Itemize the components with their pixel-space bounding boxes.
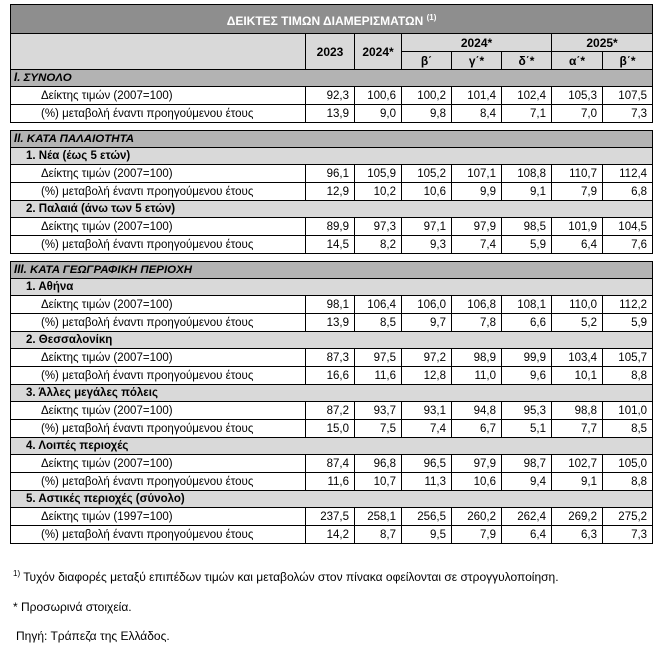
header-quarter: γ΄*: [452, 52, 502, 70]
other-index-row-value: 96,8: [355, 455, 402, 473]
spacer-cell: [306, 254, 355, 262]
thessaloniki-change-row-value: 12,8: [402, 367, 452, 385]
spacer-cell: [452, 123, 502, 131]
thessaloniki-change-row-value: 16,6: [306, 367, 355, 385]
old-index-row-value: 101,9: [552, 218, 603, 236]
old-change-row-value: 5,9: [502, 236, 552, 254]
other-change-row-value: 11,6: [306, 473, 355, 491]
new-index-row-label: Δείκτης τιμών (2007=100): [11, 165, 306, 183]
athens-index-row: [11, 296, 653, 314]
spacer-cell: [552, 254, 603, 262]
athens-index-row-value: 106,8: [452, 296, 502, 314]
big-cities-index-row-value: 94,8: [452, 402, 502, 420]
total-change-row-value: 9,0: [355, 105, 402, 123]
subsection-thessaloniki-title-text: 2. Θεσσαλονίκη: [26, 334, 113, 346]
urban-index-row-value: 258,1: [355, 508, 402, 526]
other-change-row-value: 10,6: [452, 473, 502, 491]
new-change-row-value: 6,8: [603, 183, 653, 201]
other-index-row-label: Δείκτης τιμών (2007=100): [11, 455, 306, 473]
thessaloniki-index-row: [11, 349, 653, 367]
thessaloniki-change-row-value: 10,1: [552, 367, 603, 385]
athens-change-row-label: (%) μεταβολή έναντι προηγούμενου έτους: [11, 314, 306, 332]
header-group-2024: 2024*: [402, 34, 552, 52]
urban-index-row-value: 269,2: [552, 508, 603, 526]
old-change-row-value: 9,3: [402, 236, 452, 254]
thessaloniki-change-row: [11, 367, 653, 385]
new-change-row-value: 10,2: [355, 183, 402, 201]
big-cities-index-row-value: 93,7: [355, 402, 402, 420]
urban-change-row-value: 6,4: [502, 526, 552, 544]
new-change-row-value: 9,9: [452, 183, 502, 201]
other-change-row: [11, 473, 653, 491]
total-index-row-value: 92,3: [306, 87, 355, 105]
spacer-cell: [452, 254, 502, 262]
header-quarter: δ΄*: [502, 52, 552, 70]
urban-change-row-value: 8,7: [355, 526, 402, 544]
header-group-2025: 2025*: [552, 34, 653, 52]
urban-change-row: [11, 526, 653, 544]
total-index-row-value: 100,6: [355, 87, 402, 105]
table-title-footnote-mark: (1): [426, 12, 437, 22]
old-change-row-value: 14,5: [306, 236, 355, 254]
old-change-row: [11, 236, 653, 254]
old-index-row-value: 97,1: [402, 218, 452, 236]
old-index-row-value: 104,5: [603, 218, 653, 236]
total-index-row-label: Δείκτης τιμών (2007=100): [11, 87, 306, 105]
urban-index-row: [11, 508, 653, 526]
big-cities-change-row-value: 8,5: [603, 420, 653, 438]
old-change-row-value: 7,4: [452, 236, 502, 254]
total-change-row-label: (%) μεταβολή έναντι προηγούμενου έτους: [11, 105, 306, 123]
subsection-urban-title-text: 5. Αστικές περιοχές (σύνολο): [26, 493, 185, 505]
big-cities-change-row-value: 15,0: [306, 420, 355, 438]
thessaloniki-change-row-value: 11,0: [452, 367, 502, 385]
old-index-row-value: 97,3: [355, 218, 402, 236]
table-title-text: ΔΕΙΚΤΕΣ ΤΙΜΩΝ ΔΙΑΜΕΡΙΣΜΑΤΩΝ: [226, 13, 424, 28]
new-change-row-label: (%) μεταβολή έναντι προηγούμενου έτους: [11, 183, 306, 201]
old-change-row-value: 7,6: [603, 236, 653, 254]
header-blank-cell: [11, 34, 306, 70]
big-cities-change-row-value: 5,1: [502, 420, 552, 438]
new-change-row-value: 12,9: [306, 183, 355, 201]
big-cities-change-row-value: 7,4: [402, 420, 452, 438]
other-change-row-value: 11,3: [402, 473, 452, 491]
header-quarter: β΄: [402, 52, 452, 70]
spacer-cell: [502, 254, 552, 262]
other-index-row: [11, 455, 653, 473]
section-geo-row: [11, 262, 653, 279]
spacer-cell: [11, 254, 306, 262]
subsection-other-row: [11, 438, 653, 455]
big-cities-index-row-value: 95,3: [502, 402, 552, 420]
spacer-cell: [552, 123, 603, 131]
urban-change-row-value: 6,3: [552, 526, 603, 544]
athens-change-row-value: 6,6: [502, 314, 552, 332]
new-index-row-value: 110,7: [552, 165, 603, 183]
header-row-1: [11, 34, 653, 52]
header-quarter: α΄*: [552, 52, 603, 70]
spacer-cell: [502, 123, 552, 131]
price-index-table-wrapper: [10, 4, 652, 643]
new-change-row: [11, 183, 653, 201]
footnote-rounding-text: Τυχόν διαφορές μεταξύ επιπέδων τιμών και μεταβολών στον πίνακα οφείλονται σε στρογγυλοποίηση.: [20, 570, 559, 584]
total-change-row: [11, 105, 653, 123]
old-change-row-value: 8,2: [355, 236, 402, 254]
section-total-row: [11, 70, 653, 87]
spacer-cell: [355, 254, 402, 262]
athens-index-row-label: Δείκτης τιμών (2007=100): [11, 296, 306, 314]
new-index-row-value: 112,4: [603, 165, 653, 183]
subsection-big-cities-row: [11, 385, 653, 402]
new-change-row-value: 9,1: [502, 183, 552, 201]
athens-change-row-value: 13,9: [306, 314, 355, 332]
subsection-urban-title: [11, 491, 653, 508]
subsection-old-title-text: 2. Παλαιά (άνω των 5 ετών): [26, 203, 176, 215]
subsection-big-cities-title-text: 3. Άλλες μεγάλες πόλεις: [26, 387, 158, 399]
athens-index-row-value: 98,1: [306, 296, 355, 314]
thessaloniki-index-row-value: 97,5: [355, 349, 402, 367]
urban-index-row-value: 237,5: [306, 508, 355, 526]
other-change-row-value: 10,7: [355, 473, 402, 491]
thessaloniki-index-row-value: 105,7: [603, 349, 653, 367]
total-change-row-value: 13,9: [306, 105, 355, 123]
total-index-row-value: 107,5: [603, 87, 653, 105]
total-change-row-value: 8,4: [452, 105, 502, 123]
subsection-athens-title: [11, 279, 653, 296]
total-index-row-value: 100,2: [402, 87, 452, 105]
old-index-row-value: 98,5: [502, 218, 552, 236]
total-index-row-value: 102,4: [502, 87, 552, 105]
new-index-row-value: 105,9: [355, 165, 402, 183]
urban-change-row-value: 14,2: [306, 526, 355, 544]
urban-index-row-value: 275,2: [603, 508, 653, 526]
athens-index-row-value: 106,4: [355, 296, 402, 314]
big-cities-index-row: [11, 402, 653, 420]
thessaloniki-change-row-value: 8,8: [603, 367, 653, 385]
table-title: [11, 5, 653, 34]
athens-index-row-value: 106,0: [402, 296, 452, 314]
urban-change-row-value: 9,5: [402, 526, 452, 544]
big-cities-index-row-value: 93,1: [402, 402, 452, 420]
old-index-row: [11, 218, 653, 236]
big-cities-index-row-value: 98,8: [552, 402, 603, 420]
big-cities-change-row-value: 6,7: [452, 420, 502, 438]
total-change-row-value: 7,1: [502, 105, 552, 123]
urban-change-row-value: 7,9: [452, 526, 502, 544]
urban-change-row-label: (%) μεταβολή έναντι προηγούμενου έτους: [11, 526, 306, 544]
subsection-new-row: [11, 148, 653, 165]
big-cities-change-row: [11, 420, 653, 438]
total-change-row-value: 7,0: [552, 105, 603, 123]
section-geo-title: III. ΚΑΤΑ ΓΕΩΓΡΑΦΙΚΗ ΠΕΡΙΟΧΗ: [11, 262, 653, 279]
urban-index-row-label: Δείκτης τιμών (1997=100): [11, 508, 306, 526]
other-index-row-value: 98,7: [502, 455, 552, 473]
source-note: Πηγή: Τράπεζα της Ελλάδος.: [16, 629, 170, 643]
subsection-other-title-text: 4. Λοιπές περιοχές: [26, 440, 129, 452]
new-change-row-value: 7,9: [552, 183, 603, 201]
spacer-cell: [11, 123, 306, 131]
subsection-thessaloniki-row: [11, 332, 653, 349]
thessaloniki-change-row-value: 11,6: [355, 367, 402, 385]
title-row: [11, 5, 653, 34]
total-index-row: [11, 87, 653, 105]
spacer-row: [11, 123, 653, 131]
thessaloniki-change-row-value: 9,6: [502, 367, 552, 385]
subsection-old-row: [11, 201, 653, 218]
new-index-row-value: 105,2: [402, 165, 452, 183]
thessaloniki-index-row-value: 103,4: [552, 349, 603, 367]
old-index-row-value: 97,9: [452, 218, 502, 236]
athens-change-row-value: 5,2: [552, 314, 603, 332]
subsection-old-title: [11, 201, 653, 218]
spacer-cell: [402, 123, 452, 131]
subsection-new-title-text: 1. Νέα (έως 5 ετών): [26, 150, 131, 162]
old-index-row-value: 89,9: [306, 218, 355, 236]
other-change-row-value: 9,4: [502, 473, 552, 491]
subsection-athens-title-text: 1. Αθήνα: [26, 281, 74, 293]
subsection-urban-row: [11, 491, 653, 508]
athens-change-row-value: 7,8: [452, 314, 502, 332]
thessaloniki-index-row-value: 99,9: [502, 349, 552, 367]
spacer-row: [11, 254, 653, 262]
athens-index-row-value: 112,2: [603, 296, 653, 314]
old-change-row-value: 6,4: [552, 236, 603, 254]
new-index-row: [11, 165, 653, 183]
urban-index-row-value: 256,5: [402, 508, 452, 526]
subsection-big-cities-title: [11, 385, 653, 402]
thessaloniki-index-row-value: 97,2: [402, 349, 452, 367]
thessaloniki-index-row-label: Δείκτης τιμών (2007=100): [11, 349, 306, 367]
other-index-row-value: 96,5: [402, 455, 452, 473]
header-quarter: β΄*: [603, 52, 653, 70]
section-age-title: II. ΚΑΤΑ ΠΑΛΑΙΟΤΗΤΑ: [11, 131, 653, 148]
footnote-mark: 1): [13, 569, 21, 578]
urban-index-row-value: 260,2: [452, 508, 502, 526]
new-index-row-value: 96,1: [306, 165, 355, 183]
subsection-new-title: [11, 148, 653, 165]
big-cities-index-row-value: 87,2: [306, 402, 355, 420]
footnote-provisional: * Προσωρινά στοιχεία.: [13, 600, 132, 614]
section-age-row: [11, 131, 653, 148]
total-change-row-value: 7,3: [603, 105, 653, 123]
big-cities-index-row-label: Δείκτης τιμών (2007=100): [11, 402, 306, 420]
new-index-row-value: 108,8: [502, 165, 552, 183]
big-cities-index-row-value: 101,0: [603, 402, 653, 420]
big-cities-change-row-value: 7,7: [552, 420, 603, 438]
other-index-row-value: 97,9: [452, 455, 502, 473]
thessaloniki-change-row-label: (%) μεταβολή έναντι προηγούμενου έτους: [11, 367, 306, 385]
section-total-title: I. ΣΥΝΟΛΟ: [11, 70, 653, 87]
spacer-cell: [402, 254, 452, 262]
athens-change-row: [11, 314, 653, 332]
other-change-row-value: 8,8: [603, 473, 653, 491]
header-2023: 2023: [306, 34, 355, 70]
spacer-cell: [603, 254, 653, 262]
subsection-thessaloniki-title: [11, 332, 653, 349]
old-change-row-label: (%) μεταβολή έναντι προηγούμενου έτους: [11, 236, 306, 254]
urban-change-row-value: 7,3: [603, 526, 653, 544]
other-change-row-value: 9,1: [552, 473, 603, 491]
new-index-row-value: 107,1: [452, 165, 502, 183]
header-2024-annual: 2024*: [355, 34, 402, 70]
spacer-cell: [355, 123, 402, 131]
big-cities-change-row-label: (%) μεταβολή έναντι προηγούμενου έτους: [11, 420, 306, 438]
thessaloniki-index-row-value: 98,9: [452, 349, 502, 367]
athens-change-row-value: 8,5: [355, 314, 402, 332]
other-index-row-value: 87,4: [306, 455, 355, 473]
spacer-cell: [603, 123, 653, 131]
subsection-other-title: [11, 438, 653, 455]
total-index-row-value: 101,4: [452, 87, 502, 105]
total-index-row-value: 105,3: [552, 87, 603, 105]
price-index-table: [10, 4, 653, 544]
athens-index-row-value: 108,1: [502, 296, 552, 314]
subsection-athens-row: [11, 279, 653, 296]
athens-change-row-value: 9,7: [402, 314, 452, 332]
other-change-row-label: (%) μεταβολή έναντι προηγούμενου έτους: [11, 473, 306, 491]
athens-index-row-value: 110,0: [552, 296, 603, 314]
old-index-row-label: Δείκτης τιμών (2007=100): [11, 218, 306, 236]
total-change-row-value: 9,8: [402, 105, 452, 123]
thessaloniki-index-row-value: 87,3: [306, 349, 355, 367]
athens-change-row-value: 5,9: [603, 314, 653, 332]
footnote-rounding: [13, 569, 559, 584]
other-index-row-value: 102,7: [552, 455, 603, 473]
new-change-row-value: 10,6: [402, 183, 452, 201]
other-index-row-value: 105,0: [603, 455, 653, 473]
spacer-cell: [306, 123, 355, 131]
big-cities-change-row-value: 7,5: [355, 420, 402, 438]
urban-index-row-value: 262,4: [502, 508, 552, 526]
